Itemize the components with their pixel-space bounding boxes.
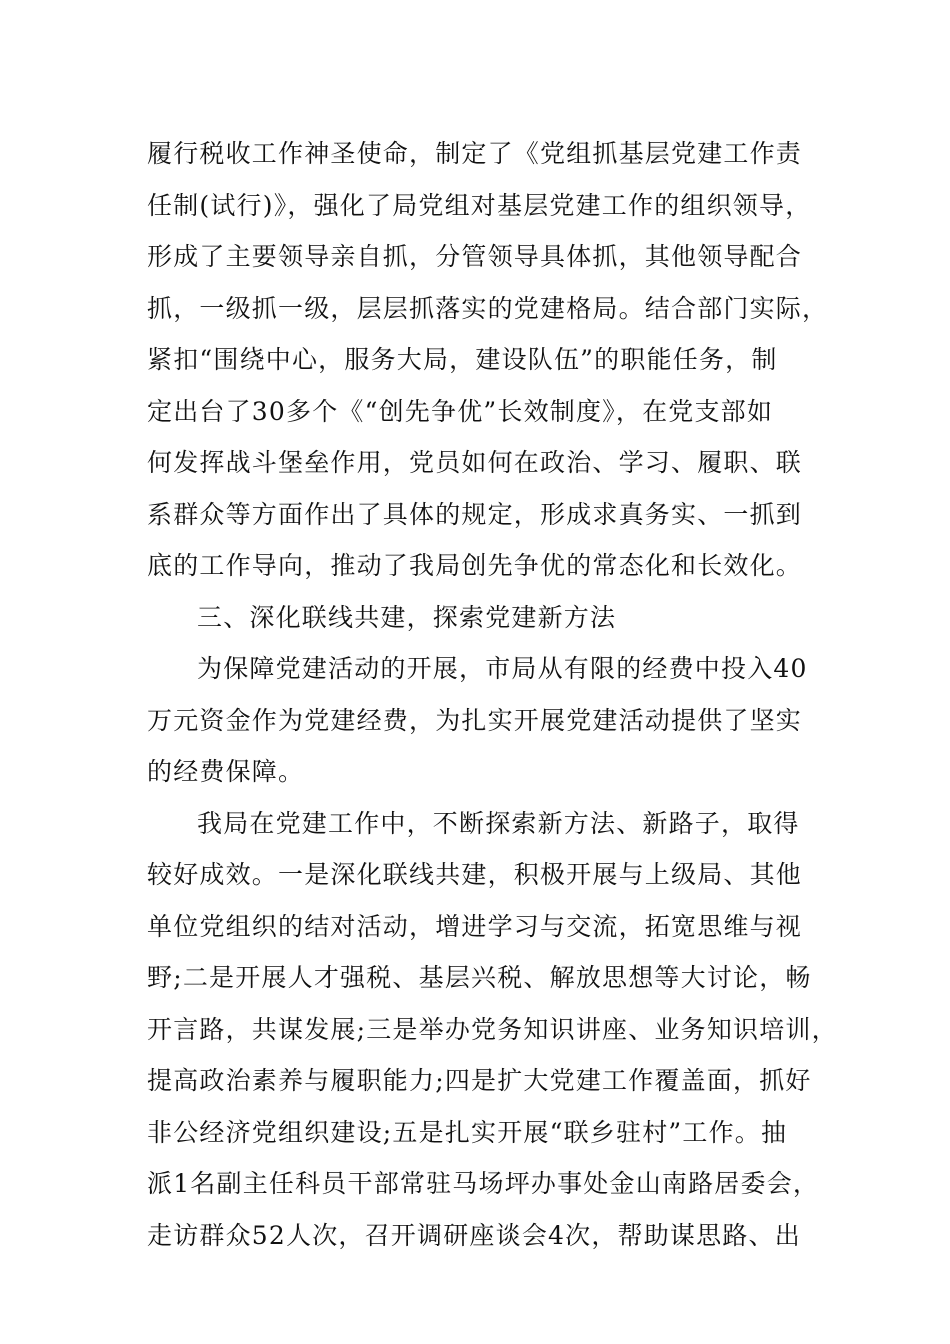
text-line: 履行税收工作神圣使命，制定了《党组抓基层党建工作责 — [147, 139, 803, 168]
text-line: 提高政治素养与履职能力;四是扩大党建工作覆盖面，抓好 — [147, 1066, 812, 1095]
text-line: 单位党组织的结对活动，增进学习与交流，拓宽思维与视 — [147, 911, 803, 941]
text-line: 派1名副主任科员干部常驻马场坪办事处金山南路居委会， — [147, 1169, 820, 1198]
text-line: 万元资金作为党建经费，为扎实开展党建活动提供了坚实 — [147, 705, 803, 735]
text-line: 抓，一级抓一级，层层抓落实的党建格局。结合部门实际， — [147, 293, 829, 323]
text-line: 较好成效。一是深化联线共建，积极开展与上级局、其他 — [147, 860, 803, 889]
text-line: 开言路，共谋发展;三是举办党务知识讲座、业务知识培训， — [147, 1014, 838, 1044]
text-line: 我局在党建工作中，不断探索新方法、新路子，取得 — [197, 808, 800, 838]
text-line: 定出台了30多个《“创先争优”长效制度》，在党支部如 — [147, 396, 774, 426]
text-line: 任制(试行)》，强化了局党组对基层党建工作的组织领导， — [147, 190, 812, 220]
text-line: 形成了主要领导亲自抓，分管领导具体抓，其他领导配合 — [147, 242, 803, 271]
text-line: 紧扣“围绕中心，服务大局，建设队伍”的职能任务，制 — [147, 345, 778, 374]
text-line: 系群众等方面作出了具体的规定，形成求真务实、一抓到 — [147, 499, 803, 529]
text-line: 底的工作导向，推动了我局创先争优的常态化和长效化。 — [147, 551, 803, 580]
text-line: 为保障党建活动的开展，市局从有限的经费中投入40 — [197, 654, 808, 683]
text-line: 的经费保障。 — [147, 757, 305, 786]
text-line: 非公经济党组织建设;五是扎实开展“联乡驻村”工作。抽 — [147, 1117, 788, 1147]
text-line: 走访群众52人次，召开调研座谈会4次，帮助谋思路、出 — [147, 1220, 801, 1250]
document-body — [147, 128, 838, 1261]
text-line: 三、深化联线共建，探索党建新方法 — [197, 602, 617, 632]
text-line: 野;二是开展人才强税、基层兴税、解放思想等大讨论，畅 — [147, 963, 812, 992]
text-line: 何发挥战斗堡垒作用，党员如何在政治、学习、履职、联 — [147, 448, 803, 477]
